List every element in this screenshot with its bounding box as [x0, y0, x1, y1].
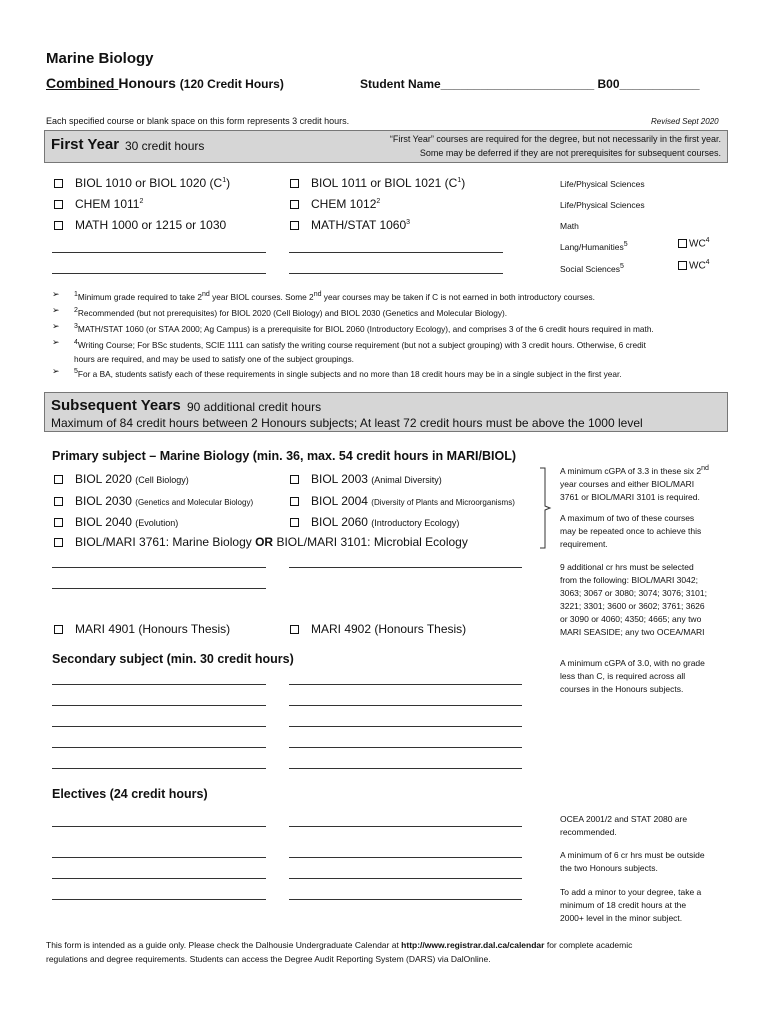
first-year-note-2: Some may be deferred if they are not prerequisites for subsequent courses. [419, 148, 721, 158]
calendar-link[interactable]: http://www.registrar.dal.ca/calendar [401, 940, 545, 950]
course-row[interactable]: BIOL 2060 (Introductory Ecology) [290, 515, 459, 529]
group-label: Lang/Humanities$^5$ [560, 241, 628, 252]
blank-line[interactable] [52, 899, 266, 900]
blank-line[interactable] [52, 826, 266, 827]
group-label: Math [560, 221, 579, 231]
secondary-heading: Secondary subject (min. 30 credit hours) [52, 652, 294, 666]
blank-line[interactable] [289, 747, 522, 748]
electives-heading: Electives (24 credit hours) [52, 787, 208, 801]
course-row[interactable]: BIOL 1010 or BIOL 1020 $(C^1)$ [54, 176, 230, 190]
each-course-note: Each specified course or blank space on this form represents 3 credit hours. [46, 116, 350, 126]
course-row[interactable]: MATH/STAT 1060$^3$ [290, 218, 410, 232]
arrow-bullet-icon: ➢ [52, 289, 60, 299]
course-row[interactable]: BIOL 2020 (Cell Biology) [54, 472, 189, 486]
blank-line[interactable] [52, 567, 266, 568]
blank-line[interactable] [52, 747, 266, 748]
blank-line[interactable] [289, 878, 522, 879]
blank-line[interactable] [289, 252, 503, 253]
subtitle-rest: Honours [118, 75, 176, 91]
blank-line[interactable] [289, 726, 522, 727]
electives-note-3: To add a minor to your degree, take a minimum of 18 credit hours at the 2000+ level in the minor subject. [560, 887, 702, 923]
footnote-2: $^2$Recommended (but not prerequisites) for BIOL 2020 (Cell Biology) and BIOL 2030 (Genetics and Molecular Biology). [74, 307, 508, 318]
course-row[interactable]: BIOL 2003 (Animal Diversity) [290, 472, 442, 486]
checkbox[interactable] [54, 221, 63, 230]
footnote-3: $^3$MATH/STAT 1060 (or STAA 2000; Ag Campus) is a prerequisite for BIOL 2060 (Introductory Ecology), and comprises 3 of the 6 credit hours required in math. [74, 323, 654, 334]
blank-line[interactable] [289, 705, 522, 706]
arrow-bullet-icon: ➢ [52, 305, 60, 315]
blank-line[interactable] [52, 252, 266, 253]
secondary-note: A minimum cGPA of 3.0, with no grade less than C, is required across all courses in the Honours subjects. [560, 658, 705, 694]
checkbox[interactable] [54, 200, 63, 209]
primary-note-1: A minimum cGPA of 3.3 in these six 2nd year courses and either BIOL/MARI 3761 or BIOL/MARI 3101 is required. [560, 465, 709, 502]
course-row[interactable]: CHEM 1011$^2$ [54, 197, 143, 211]
first-year-title: First Year [51, 136, 120, 153]
course-row[interactable]: MATH 1000 or 1215 or 1030 [54, 218, 226, 232]
blank-line[interactable] [52, 273, 266, 274]
subsequent-years-bar [44, 392, 728, 432]
arrow-bullet-icon: ➢ [52, 337, 60, 347]
bracket-icon [538, 466, 552, 550]
course-row[interactable]: MARI 4901 (Honours Thesis) [54, 622, 230, 636]
blank-line[interactable] [52, 768, 266, 769]
course-row[interactable]: CHEM 1012$^2$ [290, 197, 380, 211]
electives-note-2: A minimum of 6 cr hrs must be outside the two Honours subjects. [560, 850, 705, 873]
blank-line[interactable] [52, 705, 266, 706]
group-label: Life/Physical Sciences [560, 179, 645, 189]
blank-line[interactable] [289, 684, 522, 685]
blank-line[interactable] [52, 878, 266, 879]
checkbox[interactable] [54, 179, 63, 188]
first-year-credits: 30 credit hours [125, 139, 205, 153]
footer-text: This form is intended as a guide only. Please check the Dalhousie Undergraduate Calendar at http://www.registrar.dal.ca/calendar for complete academic regulations and degree requirements. Students can access the Degree Audit Reporting System (DARS) via DalOnline. [46, 940, 633, 964]
blank-line[interactable] [52, 857, 266, 858]
group-label: Social Sciences$^5$ [560, 263, 624, 274]
blank-line[interactable] [52, 684, 266, 685]
subsequent-title: Subsequent Years [51, 397, 181, 414]
wc-checkbox[interactable]: $WC^4$ [678, 259, 710, 271]
course-row[interactable]: BIOL 2040 (Evolution) [54, 515, 178, 529]
primary-note-2: A maximum of two of these courses may be repeated once to achieve this requirement. [560, 513, 702, 549]
group-label: Life/Physical Sciences [560, 200, 645, 210]
footnote-1: $^1$Minimum grade required to take 2nd year BIOL courses. Some 2nd year courses may be taken if C is not earned in both introductory courses. [74, 291, 595, 302]
course-row[interactable]: BIOL 2030 (Genetics and Molecular Biology) [54, 494, 253, 508]
blank-line[interactable] [289, 273, 503, 274]
checkbox[interactable] [290, 221, 299, 230]
course-row[interactable]: MARI 4902 (Honours Thesis) [290, 622, 466, 636]
course-row[interactable]: BIOL 2004 (Diversity of Plants and Microorganisms) [290, 494, 515, 508]
subsequent-credits: 90 additional credit hours [187, 400, 322, 414]
checkbox[interactable] [290, 179, 299, 188]
doc-title: Marine Biology [46, 50, 154, 67]
primary-heading: Primary subject – Marine Biology (min. 36, max. 54 credit hours in MARI/BIOL) [52, 449, 517, 463]
first-year-bar [44, 130, 728, 163]
course-row[interactable]: BIOL/MARI 3761: Marine Biology OR BIOL/MARI 3101: Microbial Ecology [54, 535, 468, 549]
blank-line[interactable] [289, 899, 522, 900]
blank-line[interactable] [289, 857, 522, 858]
subsequent-line2: Maximum of 84 credit hours between 2 Honours subjects; At least 72 credit hours must be above the 1000 level [51, 416, 643, 430]
doc-subtitle [46, 75, 284, 91]
student-name-field[interactable]: Student Name_______________________ B00____________ [360, 77, 700, 91]
subtitle-underlined: Combined [46, 75, 119, 91]
wc-checkbox[interactable]: $WC^4$ [678, 237, 710, 249]
blank-line[interactable] [289, 567, 522, 568]
subtitle-credits: (120 Credit Hours) [179, 77, 284, 91]
electives-note-1: OCEA 2001/2 and STAT 2080 are recommended. [560, 814, 688, 837]
checkbox[interactable] [290, 200, 299, 209]
footnote-5: $^5$For a BA, students satisfy each of these requirements in single subjects and no more than 18 credit hours may be in a single subject in the first year. [74, 368, 622, 379]
blank-line[interactable] [52, 726, 266, 727]
course-row[interactable]: BIOL 1011 or BIOL 1021 $(C^1)$ [290, 176, 465, 190]
blank-line[interactable] [289, 826, 522, 827]
footnote-4: $^4$Writing Course; For BSc students, SCIE 1111 can satisfy the writing course requirement (but not a subject grouping) with 3 credit hours. Otherwise, 6 credit hours are required, and may be used to satisfy one of the subject groupings. [74, 339, 646, 364]
blank-line[interactable] [289, 768, 522, 769]
blank-line[interactable] [52, 588, 266, 589]
primary-note-3: 9 additional cr hrs must be selected from the following: BIOL/MARI 3042; 3063; 3067 or 3080; 3074; 3076; 3101; 3221; 3301; 3600 or 3602; 3761; 3626 or 3090 or 4060; 4350; 4665; any two MARI SEASIDE; any two OCEA/MARI [560, 562, 707, 637]
arrow-bullet-icon: ➢ [52, 321, 60, 331]
first-year-note-1: “First Year” courses are required for the degree, but not necessarily in the first year. [389, 134, 721, 144]
arrow-bullet-icon: ➢ [52, 366, 60, 376]
revised-date: Revised Sept 2020 [651, 117, 719, 126]
